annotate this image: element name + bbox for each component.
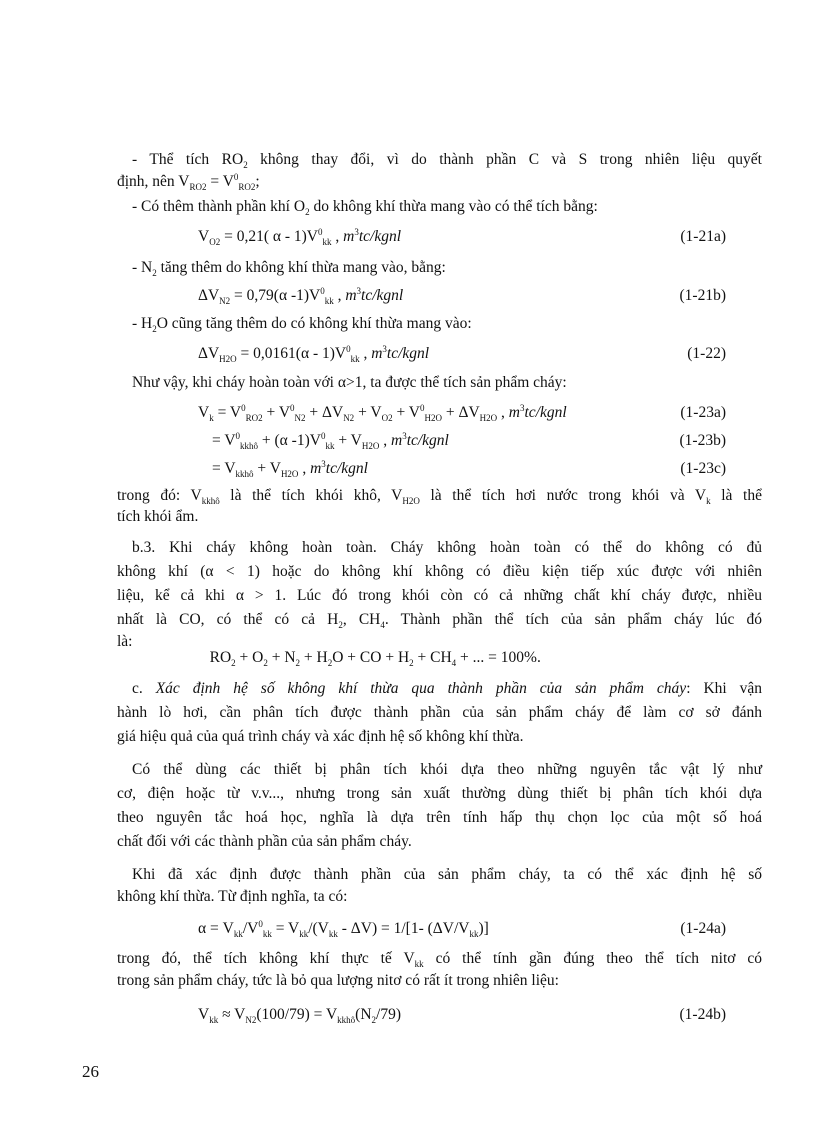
text-run: = 0,79(α -1)V [230, 287, 321, 304]
equation-number: (1-23c) [680, 460, 726, 477]
superscript: 3 [402, 430, 407, 441]
equation-number: (1-23b) [679, 432, 726, 449]
text-run: giá hiệu quả của quá trình cháy và xác định hệ số không khí thừa. [117, 728, 524, 745]
text-run: + CH [413, 649, 452, 666]
text-run: tăng thêm do không khí thừa mang vào, bằng: [156, 259, 446, 276]
text-run: b.3. Khi cháy không hoàn toàn. Cháy không hoàn toàn có thể do không có đủ [132, 539, 762, 556]
text-run: = V [206, 173, 234, 190]
text-run: , CH [342, 611, 381, 628]
superscript: 3 [382, 343, 387, 354]
text-run: , [333, 287, 346, 304]
text-run: trong sản phẩm cháy, tức là bỏ qua lượng nitơ có rất ít trong nhiên liệu: [117, 972, 559, 989]
subscript: kkhô [337, 1015, 356, 1026]
text-line [117, 832, 412, 852]
text-run: trong đó, thể tích không khí thực tế V [117, 950, 415, 967]
text-line [117, 172, 260, 192]
italic-text: tc/kgnl [386, 345, 430, 362]
superscript: 3 [519, 402, 525, 413]
italic-text: m [310, 460, 322, 477]
text-run: + V [334, 432, 362, 449]
equation-number: (1-24a) [680, 920, 726, 937]
text-run: . Thành phần thể tích của sản phẩm cháy lúc đó [384, 611, 762, 628]
italic-text: tc/kgnl [406, 432, 449, 449]
equation-line [212, 431, 449, 451]
text-run: = V [212, 432, 236, 449]
text-run: không thay đổi, vì do thành phần C và S trong nhiên liệu quyết [247, 151, 762, 168]
subscript: O2 [209, 237, 221, 248]
text-run: + ... = 100%. [456, 649, 541, 666]
text-run: định, nên V [117, 173, 190, 190]
text-line [117, 949, 762, 969]
equation-line [212, 459, 368, 479]
text-run: = V [271, 920, 300, 937]
subscript: N2 [343, 413, 355, 424]
text-run: chất đối với các thành phần của sản phẩm cháy. [117, 833, 412, 850]
text-run: không khí thừa. Từ định nghĩa, ta có: [117, 888, 348, 905]
superscript: 0 [233, 171, 239, 182]
superscript: 3 [354, 226, 359, 237]
text-run: do không khí thừa mang vào có thể tích bằng: [309, 198, 598, 215]
subscript: H2O [280, 469, 299, 480]
text-run: , [359, 345, 372, 362]
subscript: H2O [219, 354, 237, 365]
italic-text: tc/kgnl [358, 228, 402, 245]
text-run: - ΔV) = 1/[1- (ΔV/V [337, 920, 470, 937]
superscript: 0 [420, 402, 425, 413]
text-run: /(V [308, 920, 329, 937]
equation-number: (1-23a) [680, 404, 726, 421]
subscript: N2 [245, 1015, 257, 1026]
equation-number: (1-22) [687, 345, 726, 362]
text-run: + (α -1)V [258, 432, 321, 449]
text-line [117, 486, 762, 506]
subscript: kk [262, 929, 272, 940]
text-run: , [379, 432, 391, 449]
equation-line [198, 1005, 401, 1025]
italic-text: tc/kgnl [524, 404, 567, 421]
italic-text: m [508, 404, 520, 421]
subscript: RO2 [245, 413, 263, 424]
text-run: + V [253, 460, 281, 477]
text-line [132, 314, 762, 334]
text-line [117, 507, 198, 527]
italic-text: tc/kgnl [325, 460, 368, 477]
subscript: 2 [327, 658, 333, 669]
text-line [132, 538, 762, 558]
subscript: N2 [219, 296, 231, 307]
text-run: = V [212, 460, 236, 477]
text-run: /V [242, 920, 259, 937]
text-line [117, 610, 762, 630]
subscript: 2 [243, 160, 248, 171]
text-line [132, 150, 762, 170]
subscript: kk [324, 296, 334, 307]
equation-line [198, 344, 429, 364]
page-number: 26 [82, 1062, 99, 1081]
subscript: 2 [152, 268, 157, 279]
text-line [117, 586, 762, 606]
text-line [132, 258, 762, 278]
text-run: là thể tích khói khô, V [219, 487, 403, 504]
text-run: c. [132, 680, 156, 697]
text-run: cơ, điện hoặc từ v.v..., nhưng trong sản xuất thường dùng thiết bị phân tích khói dựa [117, 785, 762, 802]
text-run: theo nguyên tắc hoá học, nghĩa là dựa trên tính hấp thụ chọn lọc của một số hoá [117, 809, 762, 826]
superscript: 0 [290, 402, 295, 413]
subscript: kk [233, 929, 243, 940]
text-run: + V [354, 404, 382, 421]
subscript: 2 [409, 658, 414, 669]
subscript: H2O [361, 441, 380, 452]
text-run: O cũng tăng thêm do có không khí thừa mang vào: [156, 315, 472, 332]
text-line [198, 648, 541, 668]
text-line [117, 632, 133, 652]
text-run: Như vậy, khi cháy hoàn toàn với α>1, ta được thể tích sản phẩm cháy: [132, 374, 567, 391]
equation-number: (1-24b) [679, 1006, 726, 1023]
text-run: : Khi vận [686, 680, 763, 697]
superscript: 0 [241, 402, 246, 413]
subscript: 4 [451, 658, 457, 669]
superscript: 3 [321, 458, 326, 469]
italic-text: m [390, 432, 403, 449]
text-run: ; [255, 173, 260, 190]
equation-number: (1-21b) [679, 287, 726, 304]
equation-line [198, 919, 489, 939]
text-run: = V [213, 404, 242, 421]
text-run: - N [132, 259, 153, 276]
text-line [117, 727, 524, 747]
text-run: trong đó: V [117, 487, 202, 504]
superscript: 0 [318, 226, 323, 237]
text-run: + ΔV [305, 404, 344, 421]
text-run: O + CO + H [332, 649, 410, 666]
subscript: 2 [338, 620, 343, 631]
text-run: , [298, 460, 311, 477]
text-line [117, 703, 762, 723]
text-run: - Có thêm thành phần khí O [132, 198, 306, 215]
subscript: kk [209, 1015, 219, 1026]
text-run: RO [198, 649, 232, 666]
equation-line [198, 227, 401, 247]
text-run: + V [262, 404, 291, 421]
subscript: O2 [381, 413, 393, 424]
subscript: k [209, 413, 214, 424]
text-run: Khi đã xác định được thành phần của sản phẩm cháy, ta có thể xác định hệ số [132, 866, 762, 883]
subscript: kkhô [235, 469, 254, 480]
text-run: liệu, kể cả khi α > 1. Lúc đó trong khói còn có cả những chất khí cháy được, nhiều [117, 587, 762, 604]
subscript: H2O [424, 413, 442, 424]
italic-text: Xác định hệ số không khí thừa qua thành phần của sản phẩm cháy [155, 680, 687, 697]
text-run: là thể tích hơi nước trong khói và V [419, 487, 707, 504]
text-run: - Thể tích RO [132, 151, 244, 168]
text-line [132, 373, 762, 393]
text-run: hành lò hơi, cần phân tích được thành phần của sản phẩm cháy để làm cơ sở đánh [117, 704, 762, 721]
text-run: )] [478, 920, 489, 937]
text-run: , [497, 404, 509, 421]
text-run: /79) [376, 1006, 401, 1023]
subscript: 4 [380, 620, 385, 631]
text-run: α = V [198, 920, 234, 937]
text-line [117, 808, 762, 828]
text-run: V [198, 228, 210, 245]
text-run: = 0,21( α - 1)V [220, 228, 318, 245]
text-line [132, 197, 762, 217]
text-run: là thể [710, 487, 762, 504]
text-run: + H [300, 649, 328, 666]
text-line [117, 562, 762, 582]
text-run: + N [267, 649, 296, 666]
subscript: 2 [295, 658, 301, 669]
subscript: kk [414, 959, 424, 970]
equation-number: (1-21a) [680, 228, 726, 245]
text-run: V [198, 1006, 210, 1023]
text-run: + V [392, 404, 420, 421]
subscript: H2O [402, 496, 420, 507]
subscript: RO2 [189, 182, 207, 193]
superscript: 0 [320, 430, 326, 441]
text-run: = 0,0161(α - 1)V [236, 345, 347, 362]
text-run: nhất là CO, có thể có cả H [117, 611, 339, 628]
superscript: 0 [320, 285, 325, 296]
text-run: ≈ V [218, 1006, 246, 1023]
subscript: H2O [479, 413, 498, 424]
text-line [132, 760, 762, 780]
text-run: V [198, 404, 210, 421]
text-run: - H [132, 315, 153, 332]
subscript: 2 [231, 658, 236, 669]
subscript: kk [299, 929, 309, 940]
equation-line [198, 403, 567, 423]
subscript: k [706, 496, 711, 507]
superscript: 3 [356, 285, 362, 296]
text-run: + O [235, 649, 264, 666]
italic-text: m [371, 345, 383, 362]
text-run: + ΔV [442, 404, 480, 421]
subscript: N2 [294, 413, 306, 424]
text-run: Có thể dùng các thiết bị phân tích khói dựa theo những nguyên tắc vật lý như [132, 761, 762, 778]
text-run: (N [355, 1006, 372, 1023]
superscript: 0 [258, 918, 263, 929]
superscript: 0 [235, 430, 241, 441]
subscript: RO2 [238, 182, 256, 193]
subscript: 2 [371, 1015, 377, 1026]
text-run: ΔV [198, 345, 220, 362]
text-run: là: [117, 633, 133, 650]
subscript: 2 [152, 324, 157, 335]
text-run: không khí (α < 1) hoặc do không khí không có điều kiện tiếp xúc được với nhiên [117, 563, 762, 580]
text-run: , [331, 228, 344, 245]
italic-text: m [343, 228, 355, 245]
subscript: 2 [305, 207, 310, 218]
italic-text: m [345, 287, 357, 304]
text-line [117, 784, 762, 804]
subscript: kkhô [201, 496, 220, 507]
subscript: 2 [263, 658, 268, 669]
text-run: ΔV [198, 287, 220, 304]
text-line [117, 971, 559, 991]
italic-text: tc/kgnl [361, 287, 404, 304]
subscript: kk [325, 441, 335, 452]
subscript: kk [328, 929, 338, 940]
superscript: 0 [346, 343, 351, 354]
text-line [132, 865, 762, 885]
subscript: kk [350, 354, 360, 365]
text-run: (100/79) = V [256, 1006, 338, 1023]
subscript: kk [469, 929, 479, 940]
text-run: có thể tính gần đúng theo thể tích nitơ có [423, 950, 762, 967]
equation-line [198, 286, 403, 306]
subscript: kk [322, 237, 332, 248]
subscript: kkhô [240, 441, 259, 452]
text-run: tích khói ẩm. [117, 508, 199, 525]
text-line [117, 887, 347, 907]
text-line [132, 679, 762, 699]
